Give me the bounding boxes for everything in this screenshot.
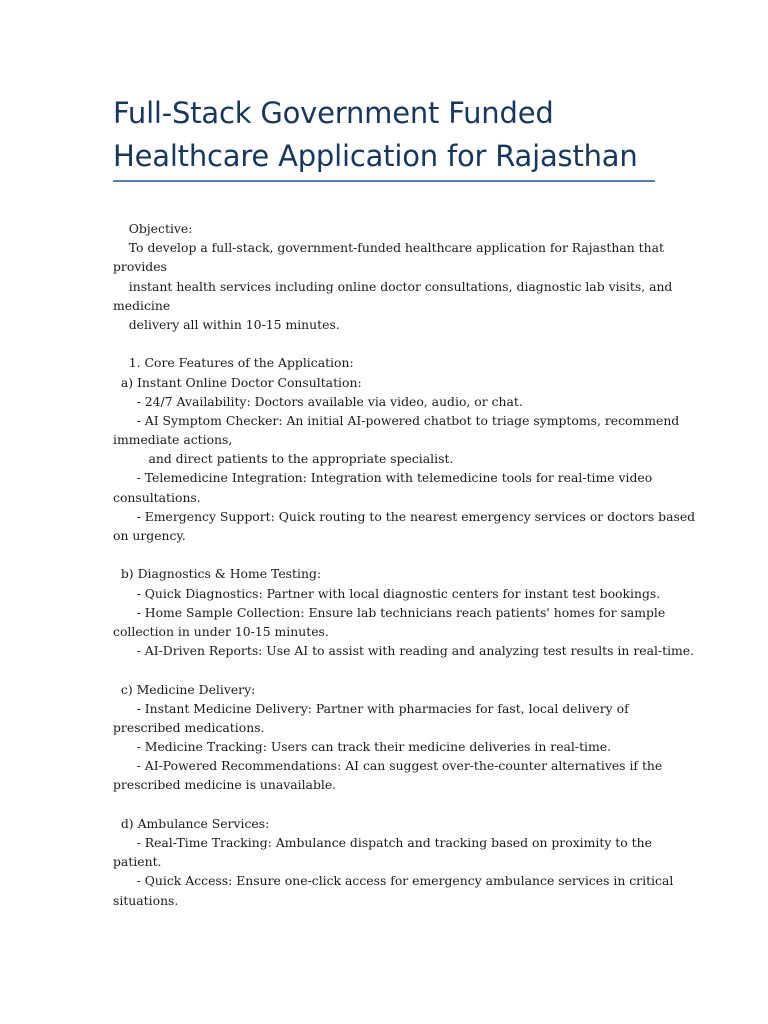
document-line: - Home Sample Collection: Ensure lab technicians reach patients' homes for sample xyxy=(113,604,666,620)
document-line: and direct patients to the appropriate specialist. xyxy=(113,451,454,467)
document-line: situations. xyxy=(113,892,179,908)
document-line: To develop a full-stack, government-funded healthcare application for Rajasthan that xyxy=(113,240,664,256)
document-line: provides xyxy=(113,259,167,275)
document-line: - Quick Access: Ensure one-click access for emergency ambulance services in critical xyxy=(113,873,674,889)
document-line: a) Instant Online Doctor Consultation: xyxy=(113,374,362,390)
blank-line xyxy=(113,545,673,564)
document-line: - 24/7 Availability: Doctors available via video, audio, or chat. xyxy=(113,393,523,409)
document-line: collection in under 10-15 minutes. xyxy=(113,623,329,639)
document-line: delivery all within 10-15 minutes. xyxy=(113,316,340,332)
document-line: instant health services including online doctor consultations, diagnostic lab visits, and xyxy=(113,278,673,294)
blank-line xyxy=(113,334,673,353)
title-line-1: Full-Stack Government Funded xyxy=(113,96,554,130)
blank-line xyxy=(113,660,673,679)
blank-line xyxy=(113,795,673,814)
document-line: - AI-Powered Recommendations: AI can suggest over-the-counter alternatives if the xyxy=(113,758,663,774)
title-underline xyxy=(113,180,655,182)
document-line: - AI Symptom Checker: An initial AI-powered chatbot to triage symptoms, recommend xyxy=(113,412,680,428)
document-line: prescribed medications. xyxy=(113,719,265,735)
document-line: patient. xyxy=(113,854,162,870)
document-line: - Quick Diagnostics: Partner with local diagnostic centers for instant test bookings. xyxy=(113,585,661,601)
document-line: b) Diagnostics & Home Testing: xyxy=(113,566,322,582)
document-body xyxy=(113,219,696,910)
document-line: Objective: xyxy=(113,221,193,236)
document-line: - Instant Medicine Delivery: Partner with pharmacies for fast, local delivery of xyxy=(113,700,629,716)
document-line: - Real-Time Tracking: Ambulance dispatch and tracking based on proximity to the xyxy=(113,835,652,850)
document-line: prescribed medicine is unavailable. xyxy=(113,777,337,793)
document-line: - Medicine Tracking: Users can track their medicine deliveries in real-time. xyxy=(113,739,612,755)
document-line: consultations. xyxy=(113,489,201,505)
document-line: - AI-Driven Reports: Use AI to assist with reading and analyzing test results in real-time. xyxy=(113,643,695,659)
document-line: - Telemedicine Integration: Integration with telemedicine tools for real-time video xyxy=(113,470,653,486)
document-title xyxy=(113,92,673,178)
document-line: medicine xyxy=(113,297,171,313)
document-line: immediate actions, xyxy=(113,432,233,448)
document-line: on urgency. xyxy=(113,528,186,543)
document-line: 1. Core Features of the Application: xyxy=(113,355,354,371)
document-line: c) Medicine Delivery: xyxy=(113,681,256,697)
document-line: - Emergency Support: Quick routing to the nearest emergency services or doctors based xyxy=(113,508,696,524)
document-line: d) Ambulance Services: xyxy=(113,815,270,831)
title-line-2: Healthcare Application for Rajasthan xyxy=(113,139,638,173)
